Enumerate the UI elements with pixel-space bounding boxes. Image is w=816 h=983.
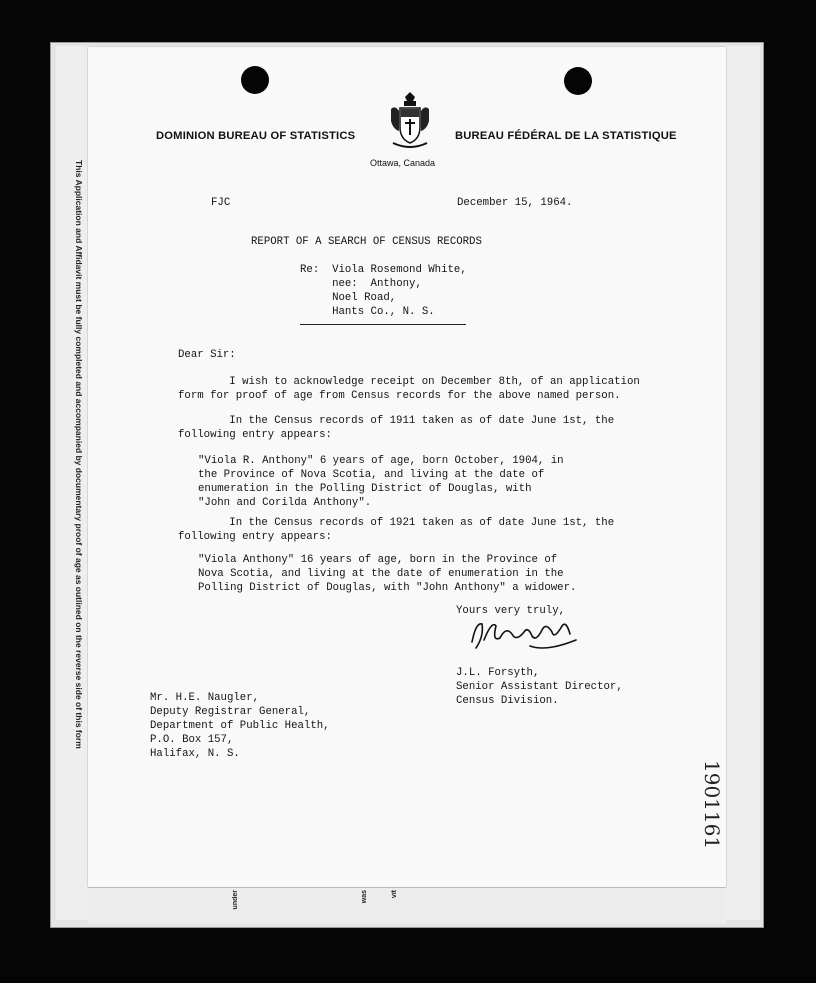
letter-date: December 15, 1964. <box>457 197 573 209</box>
coat-of-arms-icon <box>385 91 435 151</box>
recipient-line: Deputy Registrar General, <box>150 706 311 718</box>
punch-hole-right <box>564 67 592 95</box>
re-line: Re: Viola Rosemond White, <box>300 264 467 276</box>
signature-icon <box>466 612 588 658</box>
paragraph-line: form for proof of age from Census records for the above named person. <box>178 390 621 402</box>
quote-line: the Province of Nova Scotia, and living at the date of <box>198 469 545 481</box>
recipient-line: P.O. Box 157, <box>150 734 234 746</box>
re-line: Noel Road, <box>300 292 397 304</box>
letter-subject: REPORT OF A SEARCH OF CENSUS RECORDS <box>251 236 482 248</box>
closing: Yours very truly, <box>456 605 566 617</box>
letter-page <box>88 47 726 887</box>
paragraph-line: In the Census records of 1911 taken as of date June 1st, the <box>178 415 615 427</box>
signer-line: Senior Assistant Director, <box>456 681 623 693</box>
recipient-line: Department of Public Health, <box>150 720 330 732</box>
signer-line: Census Division. <box>456 695 559 707</box>
quote-line: Nova Scotia, and living at the date of enumeration in the <box>198 568 564 580</box>
quote-line: "John and Corilda Anthony". <box>198 497 372 509</box>
signer-line: J.L. Forsyth, <box>456 667 540 679</box>
paragraph-line: In the Census records of 1921 taken as of date June 1st, the <box>178 517 615 529</box>
strip-label: under <box>232 890 239 910</box>
letterhead-english: DOMINION BUREAU OF STATISTICS <box>156 130 356 142</box>
strip-label: was <box>361 890 368 904</box>
punch-hole-left <box>241 66 269 94</box>
reference-initials: FJC <box>211 197 231 209</box>
paragraph-line: following entry appears: <box>178 429 332 441</box>
letterhead-city: Ottawa, Canada <box>370 158 436 168</box>
quote-line: enumeration in the Polling District of Douglas, with <box>198 483 532 495</box>
form-bottom-strip <box>88 887 726 924</box>
quote-line: Polling District of Douglas, with "John Anthony" a widower. <box>198 582 577 594</box>
recipient-line: Mr. H.E. Naugler, <box>150 692 260 704</box>
re-underline <box>300 324 466 325</box>
letterhead-french: BUREAU FÉDÉRAL DE LA STATISTIQUE <box>455 130 677 142</box>
paragraph-line: following entry appears: <box>178 531 332 543</box>
quote-line: "Viola Anthony" 16 years of age, born in the Province of <box>198 554 558 566</box>
paragraph-line: I wish to acknowledge receipt on December 8th, of an application <box>178 376 640 388</box>
recipient-line: Halifax, N. S. <box>150 748 240 760</box>
margin-handwriting: 1901161 <box>700 760 724 850</box>
form-side-instruction: This Application and Affidavit must be fully completed and accompanied by documentary proof of age as outlined on the reverse side of this form <box>74 160 84 749</box>
strip-label: vit <box>391 890 398 899</box>
salutation: Dear Sir: <box>178 349 236 361</box>
quote-line: "Viola R. Anthony" 6 years of age, born October, 1904, in <box>198 455 564 467</box>
re-line: Hants Co., N. S. <box>300 306 435 318</box>
re-line: nee: Anthony, <box>300 278 422 290</box>
